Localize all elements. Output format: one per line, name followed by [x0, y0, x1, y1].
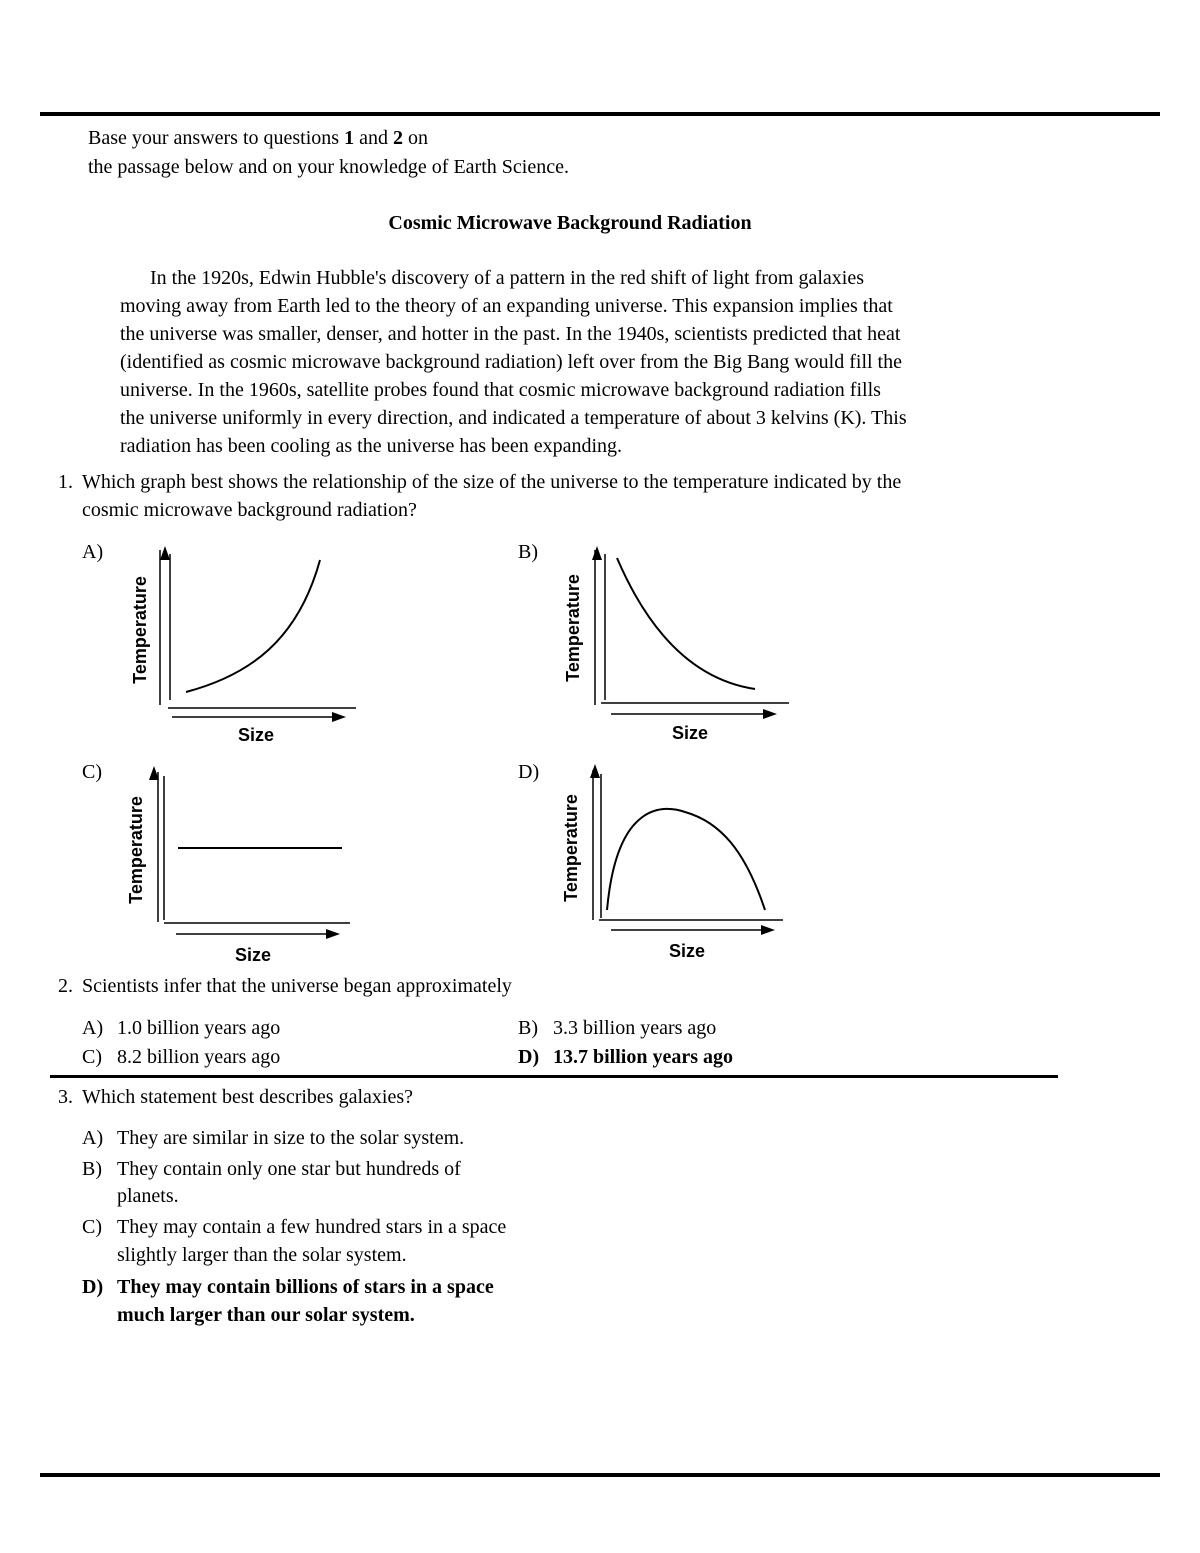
- passage-title: Cosmic Microwave Background Radiation: [388, 212, 752, 234]
- passage-line: In the 1920s, Edwin Hubble's discovery of a pattern in the red shift of light from galaxies: [150, 267, 864, 289]
- option-text: 1.0 billion years ago: [117, 1017, 281, 1039]
- graph-d-xlabel: Size: [668, 941, 706, 961]
- option-letter: D): [82, 1276, 104, 1298]
- option-text: They are similar in size to the solar system.: [117, 1127, 465, 1149]
- passage-line: the universe uniformly in every direction, and indicated a temperature of about 3 kelvins (K). This: [120, 407, 907, 429]
- graph-a[interactable]: [120, 540, 370, 750]
- intro-line-1: Base your answers to questions 1 and 2 on: [88, 127, 428, 149]
- graph-d[interactable]: [555, 760, 805, 970]
- graph-c-label[interactable]: C): [82, 761, 102, 783]
- option-text: 8.2 billion years ago: [117, 1046, 281, 1068]
- bottom-rule: [40, 1473, 1160, 1477]
- graph-b-ylabel: Temperature: [563, 574, 583, 682]
- option-text-cont: planets.: [117, 1185, 179, 1207]
- question-2-text: Scientists infer that the universe began approximately: [82, 975, 512, 997]
- option-text: They contain only one star but hundreds of: [117, 1158, 461, 1180]
- q2-option-d[interactable]: [518, 1043, 734, 1071]
- q3-option-b[interactable]: [82, 1155, 461, 1211]
- option-letter: C): [82, 1216, 102, 1238]
- passage-line: (identified as cosmic microwave background radiation) left over from the Big Bang would fill the: [120, 351, 902, 373]
- graph-d-label[interactable]: D): [518, 761, 540, 783]
- q3-option-d[interactable]: [82, 1273, 494, 1329]
- graph-d-ylabel: Temperature: [561, 794, 581, 902]
- passage-line: moving away from Earth led to the theory of an expanding universe. This expansion implies that: [120, 295, 893, 317]
- option-text: They may contain a few hundred stars in a space: [117, 1216, 507, 1238]
- graph-d-curve: [607, 809, 765, 910]
- graph-b-label[interactable]: B): [518, 541, 538, 563]
- graph-b-curve: [617, 558, 755, 689]
- top-rule: [40, 112, 1160, 116]
- question-1-text: Which graph best shows the relationship of the size of the universe to the temperature indicated by the: [82, 471, 902, 493]
- q2-option-b[interactable]: [518, 1014, 717, 1042]
- question-3-number: 3.: [58, 1086, 73, 1108]
- option-text-cont: much larger than our solar system.: [117, 1304, 415, 1326]
- graph-a-label[interactable]: A): [82, 541, 104, 563]
- graph-a-xlabel: Size: [237, 725, 275, 745]
- option-text: 13.7 billion years ago: [553, 1046, 734, 1068]
- mid-rule: [50, 1075, 1058, 1078]
- graph-b-xlabel: Size: [671, 723, 709, 743]
- question-ref-2: 2: [392, 127, 403, 149]
- q3-option-a[interactable]: [82, 1124, 465, 1152]
- option-letter: B): [518, 1017, 538, 1039]
- question-1-text-cont: cosmic microwave background radiation?: [82, 499, 417, 521]
- option-text: 3.3 billion years ago: [553, 1017, 717, 1039]
- option-letter: C): [82, 1046, 102, 1068]
- passage-line: radiation has been cooling as the universe has been expanding.: [120, 435, 623, 457]
- question-3-text: Which statement best describes galaxies?: [82, 1086, 413, 1108]
- question-2-number: 2.: [58, 975, 73, 997]
- option-text-cont: slightly larger than the solar system.: [117, 1244, 407, 1266]
- q3-option-c[interactable]: [82, 1213, 507, 1269]
- graph-c-ylabel: Temperature: [126, 796, 146, 904]
- graph-b[interactable]: [555, 540, 805, 750]
- option-letter: A): [82, 1017, 104, 1039]
- option-letter: A): [82, 1127, 104, 1149]
- option-letter: B): [82, 1158, 102, 1180]
- question-ref-1: 1: [344, 127, 355, 149]
- passage-line: the universe was smaller, denser, and hotter in the past. In the 1940s, scientists predicted that heat: [120, 323, 901, 345]
- option-letter: D): [518, 1046, 540, 1068]
- passage-line: universe. In the 1960s, satellite probes found that cosmic microwave background radiation fills: [120, 379, 881, 401]
- question-1-number: 1.: [58, 471, 73, 493]
- intro-line-2: the passage below and on your knowledge of Earth Science.: [88, 156, 569, 178]
- q2-option-a[interactable]: [82, 1014, 281, 1042]
- graph-a-curve: [186, 560, 320, 692]
- graph-c[interactable]: [118, 762, 368, 972]
- q2-option-c[interactable]: [82, 1043, 281, 1071]
- graph-a-ylabel: Temperature: [130, 576, 150, 684]
- option-text: They may contain billions of stars in a space: [117, 1276, 494, 1298]
- graph-c-xlabel: Size: [234, 945, 272, 965]
